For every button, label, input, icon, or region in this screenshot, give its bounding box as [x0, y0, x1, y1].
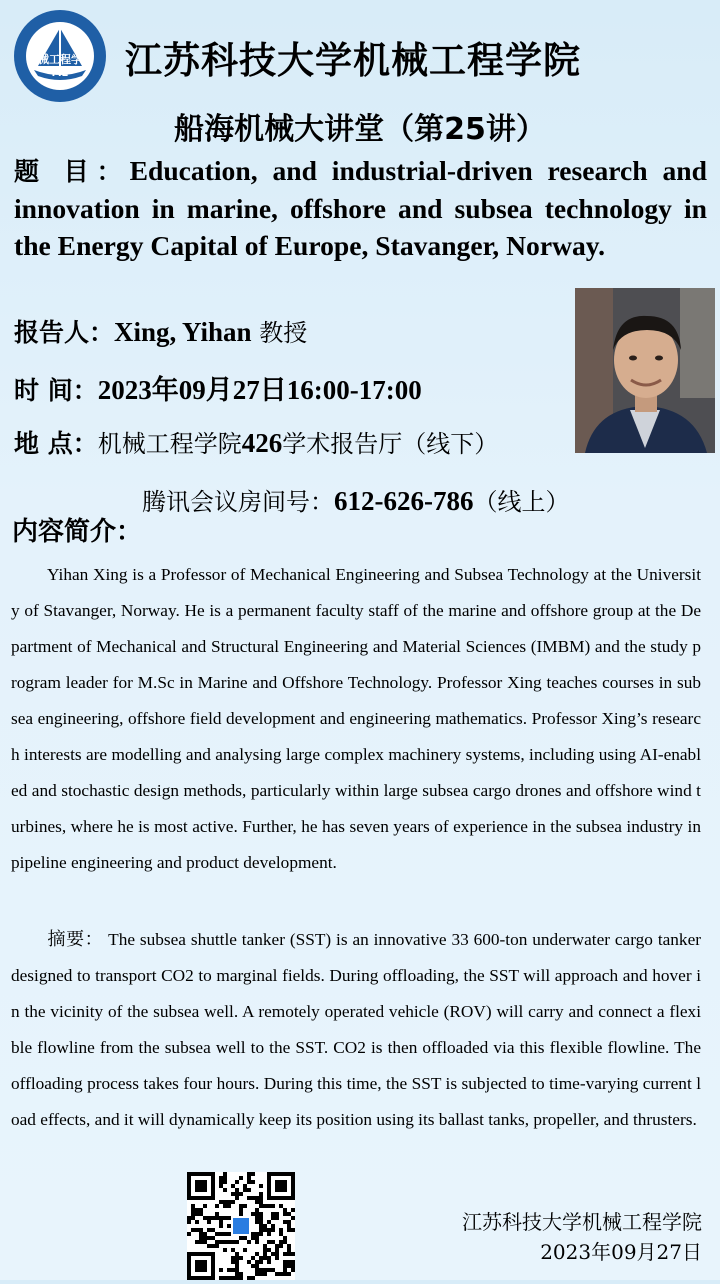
location-label: 地 点： [14, 429, 98, 458]
online-id: 612-626-786 [334, 486, 474, 516]
online-suffix: （线上） [473, 488, 570, 516]
time-value: 2023年09月27日16:00-17:00 [97, 375, 422, 405]
speaker-row [14, 313, 307, 349]
time-row [14, 368, 422, 407]
svg-text:ME: ME [51, 68, 69, 79]
speaker-label: 报告人： [14, 318, 115, 347]
svg-text:船械工程学院: 船械工程学院 [27, 53, 93, 66]
topic-block [14, 152, 707, 264]
bio-paragraph [11, 557, 701, 881]
location-room: 426 [241, 428, 283, 458]
speaker-name: Xing, Yihan [114, 317, 252, 347]
lecture-title: 船海机械大讲堂（第25讲） [174, 112, 546, 147]
school-title: 江苏科技大学机械工程学院 [125, 39, 581, 82]
meeting-qr-code [187, 1172, 295, 1280]
location-offline-suffix: 学术报告厅（线下） [282, 430, 499, 458]
content-heading: 内容简介： [12, 517, 143, 547]
abstract-text: The subsea shuttle tanker (SST) is an innovative 33 600-ton underwater cargo tanker designed to transport CO2 to marginal fields. During offloading, the SST will approach and hover in the vicinity of the subsea well. A remotely operated vehicle (ROV) will carry and connect a flexible flowline from the subsea well to the SST. CO2 is then offloaded via this flexible flowline. The offloading process takes four hours. During this time, the SST is subjected to time-varying current load effects, and it will dynamically keep its position using its ballast tanks, propeller, and thrusters. [11, 930, 701, 1129]
online-row [142, 482, 569, 517]
topic-text: Education, and industrial-driven research and innovation in marine, offshore and subsea technology in the Energy Capital of Europe, Stavanger, Norway. [14, 155, 707, 261]
college-logo [12, 8, 108, 104]
speaker-title: 教授 [251, 319, 308, 347]
location-row [14, 424, 498, 460]
abstract-label: 摘要： [47, 929, 104, 950]
time-label: 时 间： [14, 376, 98, 405]
bio-text: Yihan Xing is a Professor of Mechanical Engineering and Subsea Technology at the University of Stavanger, Norway. He is a permanent faculty staff of the marine and offshore group at the Department of Mechanical and Structural Engineering and Material Sciences (IMBM) and the study program leader for M.Sc in Marine and Offshore Technology. Professor Xing teaches courses in subsea engineering, offshore field development and engineering mathematics. Professor Xing’s research interests are modelling and analysing large complex machinery systems, including using AI-enabled and stochastic design methods, particularly within large subsea cargo drones and offshore wind turbines, where he is most active. Further, he has seven years of experience in the subsea industry in pipeline engineering and product development. [11, 565, 701, 872]
abstract-paragraph [11, 922, 701, 1138]
topic-label: 题 目： [14, 157, 130, 186]
footer-org: 江苏科技大学机械工程学院 [462, 1210, 702, 1234]
location-offline-prefix: 机械工程学院 [97, 430, 242, 458]
online-prefix: 腾讯会议房间号： [142, 488, 334, 516]
footer-date: 2023年09月27日 [540, 1240, 702, 1264]
speaker-photo [575, 288, 715, 453]
